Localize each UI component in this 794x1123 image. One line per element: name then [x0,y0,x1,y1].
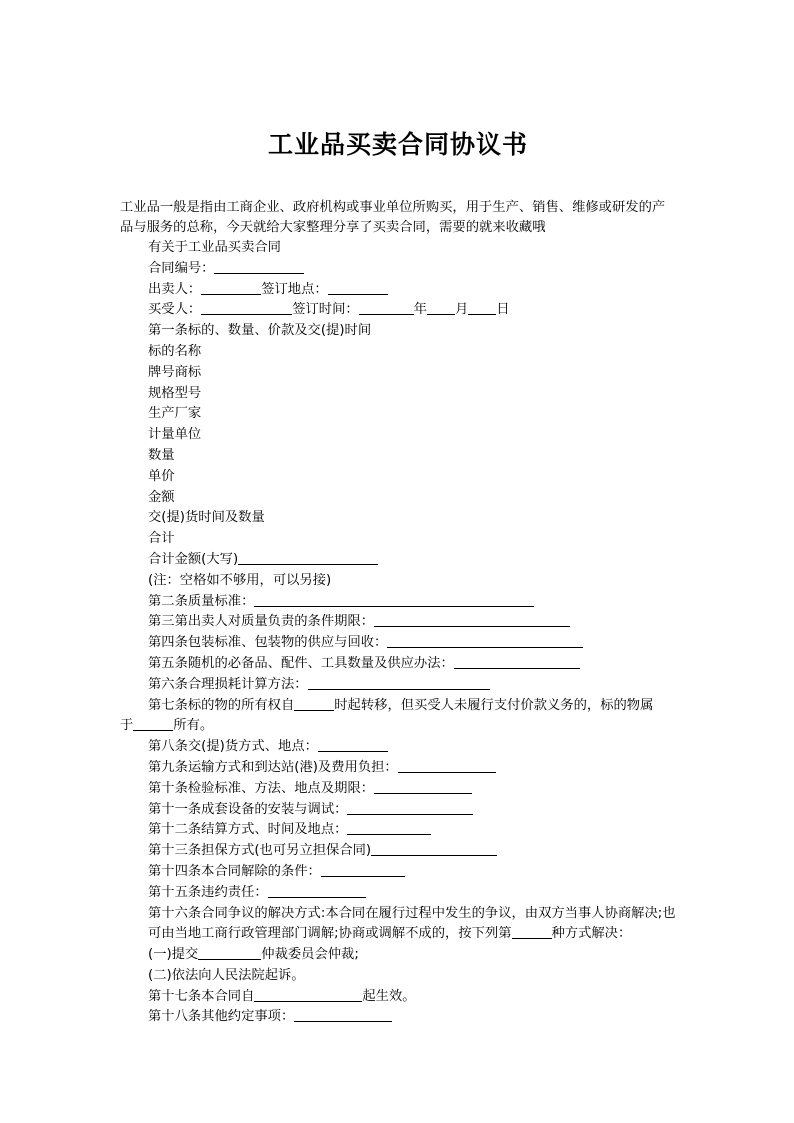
article-2 [120,592,676,613]
item-line: 交(提)货时间及数量 [148,510,265,526]
article-13-label: 第十三条担保方式(也可另立担保合同) [148,843,372,859]
total-caps-line [120,550,676,571]
article-5-label: 第五条随机的必备品、配件、工具数量及供应办法： [148,655,454,671]
article-11-label: 第十一条成套设备的安装与调试： [148,801,348,817]
total-caps-blank [238,550,378,565]
sign-time-label: 签订时间： [292,302,359,318]
article-15-blank [268,883,366,898]
article-18-blank [294,1007,392,1022]
year-label: 年 [413,302,427,318]
article-6-blank [308,675,490,690]
article-18 [120,1007,676,1028]
article-9-blank [398,758,496,773]
article-7-text-c: 于 [120,718,134,734]
item-line: 生产厂家 [148,406,202,422]
contract-number-line [120,259,676,280]
option-1-text-a: (一)提交 [148,947,199,963]
article-18-label: 第十八条其他约定事项： [148,1009,295,1025]
seller-blank [201,280,261,295]
article-4-blank [387,633,583,648]
day-blank [468,300,496,315]
option-1-blank [198,945,261,960]
article-12 [120,820,676,841]
article-7-blank-b [133,716,173,731]
seller-label: 出卖人： [148,281,202,297]
article-16-text-b: 种方式解决： [551,926,632,942]
item-line: 金额 [148,489,175,505]
article-5 [120,654,676,675]
article-11 [120,800,676,821]
article-17-text-a: 第十七条本合同自 [148,988,255,1004]
article-17-text-b: 起生效。 [362,988,416,1004]
article-13 [120,841,676,862]
item-line: 标的名称 [148,343,202,359]
buyer-line [120,300,676,321]
buyer-label: 买受人： [148,302,202,318]
article-7-continued [120,716,676,737]
item-line: 规格型号 [148,385,202,401]
article-16-text-a: 第十六条合同争议的解决方式:本合同在履行过程中发生的争议，由双方当事人协商解决;也可由当地工商行政管理部门调解;协商或调解不成的，按下列第 [148,905,676,942]
article-17-blank [254,987,362,1002]
article-6 [120,675,676,696]
total-caps-label: 合计金额(大写) [148,551,239,567]
item-line: 合计 [148,531,175,547]
contract-body [120,238,676,1028]
article-10-label: 第十条检验标准、方法、地点及期限： [148,780,375,796]
article-3-label: 第三第出卖人对质量负责的条件期限： [148,614,375,630]
article-3 [120,612,676,633]
note-line: (注：空格如不够用，可以另接) [148,572,332,588]
option-1 [120,945,676,966]
intro-paragraph: 工业品一般是指由工商企业、政府机构或事业单位所购买，用于生产、销售、维修或研发的产品与服务的总称，今天就给大家整理分享了买卖合同，需要的就来收藏哦 [120,200,666,235]
month-blank [427,300,455,315]
article-14-label: 第十四条本合同解除的条件： [148,863,321,879]
article-9 [120,758,676,779]
article-12-label: 第十二条结算方式、时间及地点： [148,822,348,838]
seller-line [120,280,676,301]
article-7 [120,696,676,717]
article-14-blank [321,862,405,877]
buyer-blank [201,300,292,315]
article-10 [120,779,676,800]
contract-subtitle: 有关于工业品买卖合同 [148,240,281,255]
item-line: 计量单位 [148,427,202,443]
article-10-blank [374,779,472,794]
article-8-label: 第八条交(提)货方式、地点： [148,739,318,755]
sign-place-label: 签订地点： [261,281,328,297]
article-14 [120,862,676,883]
article-7-text-d: 所有。 [173,718,214,734]
contract-number-label: 合同编号： [148,260,215,276]
sign-place-blank [328,280,388,295]
article-6-label: 第六条合理损耗计算方法： [148,676,308,692]
article-5-blank [454,654,580,669]
month-label: 月 [454,302,469,318]
article-4-label: 第四条包装标准、包装物的供应与回收： [148,635,388,651]
option-2: (二)依法向人民法院起诉。 [148,967,305,983]
article-8 [120,737,676,758]
article-15-label: 第十五条违约责任： [148,884,268,900]
item-line: 数量 [148,447,175,463]
article-3-blank [374,612,570,627]
year-blank [359,300,414,315]
article-7-text-b: 时起转移，但买受人未履行支付价款义务的，标的物属 [334,697,654,713]
article-12-blank [347,820,431,835]
day-label: 日 [496,302,510,318]
article-16 [120,904,676,946]
article-7-text-a: 第七条标的物的所有权自 [148,697,295,713]
article-11-blank [347,800,473,815]
article-7-blank-a [294,696,334,711]
article-16-blank [512,924,552,939]
option-1-text-b: 仲裁委员会仲裁; [261,947,359,963]
contract-number-blank [214,259,304,274]
article-17 [120,987,676,1008]
article-9-label: 第九条运输方式和到达站(港)及费用负担： [148,759,398,775]
article-1: 第一条标的、数量、价款及交(提)时间 [148,323,372,339]
item-line: 单价 [148,468,175,484]
article-15 [120,883,676,904]
article-8-blank [318,737,388,752]
article-4 [120,633,676,654]
article-2-blank [254,592,534,607]
article-13-blank [371,841,497,856]
item-line: 牌号商标 [148,364,202,380]
article-2-label: 第二条质量标准： [148,593,255,609]
document-title: 工业品买卖合同协议书 [267,130,528,159]
